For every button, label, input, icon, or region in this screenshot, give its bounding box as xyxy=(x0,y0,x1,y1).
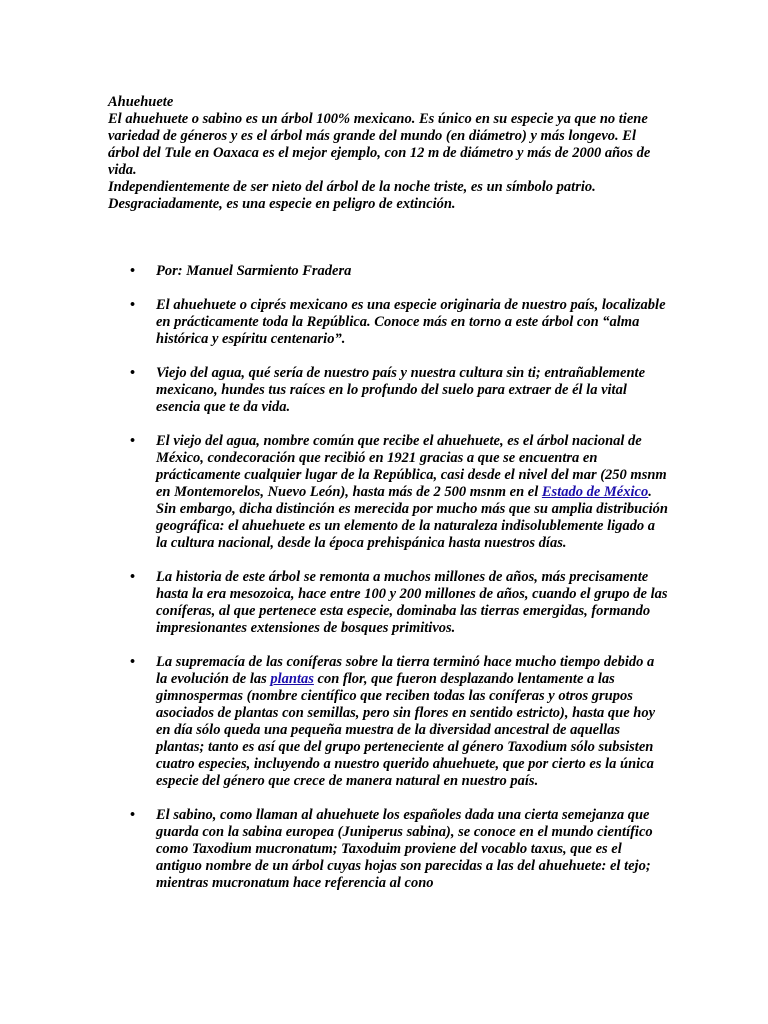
list-item-text-after-link: con flor, que fueron desplazando lentamente a las gimnospermas (nombre científico que reciben todas las coníferas y otros grupos asociados de plantas con semillas, pero sin flores en sentido estricto), hasta que hoy en día sólo queda una pequeña muestra de la diversidad ancestral de aquellas plantas; tanto es así que del grupo perteneciente al género Taxodium sólo subsisten cuatro especies, incluyendo a nuestro querido ahuehuete, que por cierto es la única especie del género que crece de manera natural en nuestro país. xyxy=(156,671,656,789)
list-item-text: Viejo del agua, qué sería de nuestro país y nuestra cultura sin ti; entrañablemente mexicano, hundes tus raíces en lo profundo del suelo para extraer de él la vital esencia que te da vida. xyxy=(156,365,646,415)
list-item-text: El sabino, como llaman al ahuehuete los españoles dada una cierta semejanza que guarda con la sabina europea (Juniperus sabina), se conoce en el mundo científico como Taxodium mucronatum; Taxoduim proviene del vocablo taxus, que es el antiguo nombre de un árbol cuyas hojas son parecidas a las del ahuehuete: el tejo; mientras mucronatum hace referencia al cono xyxy=(156,807,653,891)
list-item xyxy=(108,433,668,552)
bullet-icon: • xyxy=(130,365,136,381)
bullet-list xyxy=(108,263,668,892)
bullet-icon: • xyxy=(130,433,136,449)
list-item xyxy=(108,807,668,892)
intro-paragraph-1: El ahuehuete o sabino es un árbol 100% mexicano. Es único en su especie ya que no tiene variedad de géneros y es el árbol más grande del mundo (en diámetro) y más longevo. El árbol del Tule en Oaxaca es el mejor ejemplo, con 12 m de diámetro y más de 2000 años de vida. xyxy=(108,111,651,178)
list-item-text-before-link: La supremacía de las coníferas sobre la tierra terminó hace mucho tiempo debido a la evolución de las xyxy=(156,654,655,687)
document-page xyxy=(108,94,668,909)
list-item-text: La historia de este árbol se remonta a muchos millones de años, más precisamente hasta la era mesozoica, hace entre 100 y 200 millones de años, cuando el grupo de las coníferas, al que pertenece esta especie, dominaba las tierras emergidas, formando impresionantes extensiones de bosques primitivos. xyxy=(156,569,668,636)
document-title: Ahuehuete xyxy=(108,94,174,110)
list-item xyxy=(108,297,668,348)
list-item-text: El ahuehuete o ciprés mexicano es una especie originaria de nuestro país, localizable en prácticamente toda la República. Conoce más en torno a este árbol con “alma histórica y espíritu centenario”. xyxy=(156,297,666,347)
list-item xyxy=(108,569,668,637)
bullet-icon: • xyxy=(130,297,136,313)
intro-section xyxy=(108,94,668,213)
author-line: Por: Manuel Sarmiento Fradera xyxy=(156,263,352,279)
section-spacer xyxy=(108,213,668,263)
list-item xyxy=(108,365,668,416)
intro-paragraph-2: Independientemente de ser nieto del árbol de la noche triste, es un símbolo patrio. Desgraciadamente, es una especie en peligro de extinción. xyxy=(108,179,596,212)
list-item xyxy=(108,263,668,280)
list-item xyxy=(108,654,668,790)
bullet-icon: • xyxy=(130,263,136,279)
bullet-icon: • xyxy=(130,807,136,823)
bullet-icon: • xyxy=(130,569,136,585)
plantas-link[interactable]: plantas xyxy=(270,671,314,687)
estado-de-mexico-link[interactable]: Estado de México xyxy=(541,484,649,500)
list-item-text-after-link: . Sin embargo, dicha distinción es merecida por mucho más que su amplia distribución geográfica: el ahuehuete es un elemento de la naturaleza indisolublemente ligado a la cultura nacional, desde la época prehispánica hasta nuestros días. xyxy=(156,484,668,551)
list-item-text-before-link: El viejo del agua, nombre común que recibe el ahuehuete, es el árbol nacional de México, condecoración que recibió en 1921 gracias a que se encuentra en prácticamente cualquier lugar de la República, casi desde el nivel del mar (250 msnm en Montemorelos, Nuevo León), hasta más de 2 500 msnm en el xyxy=(156,433,667,500)
bullet-icon: • xyxy=(130,654,136,670)
